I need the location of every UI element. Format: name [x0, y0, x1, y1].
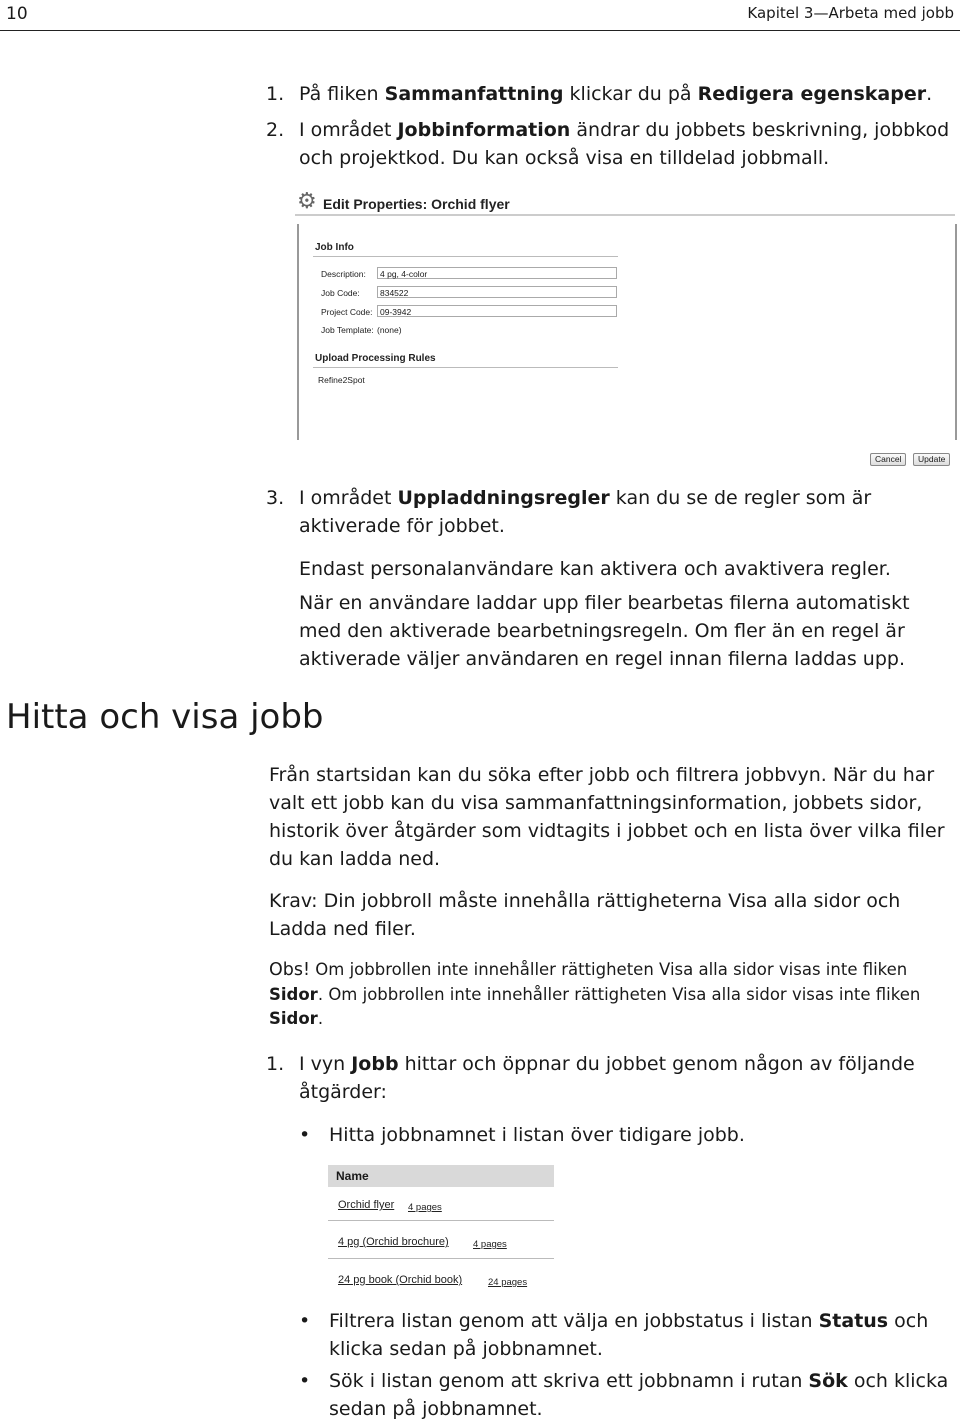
project-code-field[interactable]: 09-3942 [377, 305, 617, 317]
rule-item: Refine2Spot [318, 375, 365, 385]
cancel-button[interactable]: Cancel [870, 453, 906, 466]
dialog-title: Edit Properties: Orchid flyer [323, 196, 510, 212]
job-code-field[interactable]: 834522 [377, 286, 617, 298]
title-divider [295, 214, 955, 216]
bullet-find-job: Hitta jobbnamnet i listan över tidigare jobb. [329, 1124, 745, 1146]
job-pages[interactable]: 4 pages [408, 1202, 442, 1213]
job-pages[interactable]: 24 pages [488, 1277, 528, 1288]
bullet-marker: • [299, 1310, 311, 1332]
bullet-filter-status: Filtrera listan genom att välja en jobbstatus i listan Status och klicka sedan på jobbnamnet. [329, 1310, 929, 1360]
bullet-marker: • [299, 1370, 311, 1392]
requirement-paragraph: Krav: Din jobbroll måste innehålla rättigheterna Visa alla sidor och Ladda ned filer. [269, 890, 901, 940]
project-code-label: Project Code: [321, 307, 373, 317]
job-row[interactable] [328, 1259, 554, 1291]
step-b1: 1. I vyn Jobb hittar och öppnar du jobbet genom någon av följande åtgärder: [266, 1053, 915, 1103]
job-name-link[interactable]: 4 pg (Orchid brochure) [338, 1236, 449, 1248]
divider [313, 256, 618, 257]
step-3: 3. I området Uppladdningsregler kan du se de regler som är aktiverade för jobbet. [266, 487, 872, 537]
job-template-label: Job Template: [321, 325, 374, 335]
intro-paragraph: Från startsidan kan du söka efter jobb och filtrera jobbvyn. När du har valt ett jobb kan du visa sammanfattningsinformation, jobbets sidor, historik över åtgärder som vidtagits i jobbet och en lista över vilka filer du kan ladda ned. [269, 764, 945, 870]
page-number: 10 [6, 4, 28, 24]
name-column-header[interactable]: Name [328, 1165, 554, 1187]
job-row[interactable] [328, 1187, 554, 1221]
job-name-link[interactable]: Orchid flyer [338, 1199, 395, 1211]
obs-note: Obs! Om jobbrollen inte innehåller rättigheten Visa alla sidor visas inte fliken Sidor. Om jobbrollen inte innehåller rättigheten Visa alla sidor visas inte fliken Sidor. [269, 960, 921, 1028]
section-title: Hitta och visa jobb [6, 697, 324, 737]
note-processing: När en användare laddar upp filer bearbetas filerna automatiskt med den aktiverade bearbetningsregeln. Om fler än en regel är aktiverade väljer användaren en regel innan filerna laddas upp. [299, 592, 910, 670]
description-field[interactable]: 4 pg, 4-color [377, 267, 617, 279]
job-list-screenshot [328, 1165, 554, 1291]
job-code-label: Job Code: [321, 288, 360, 298]
bullet-marker: • [299, 1124, 311, 1146]
step-2: 2. I området Jobbinformation ändrar du jobbets beskrivning, jobbkod och projektkod. Du kan också visa en tilldelad jobbmall. [266, 119, 950, 169]
edit-properties-screenshot [295, 186, 957, 474]
job-name-link[interactable]: 24 pg book (Orchid book) [338, 1274, 463, 1286]
gear-icon: ⚙ [297, 188, 317, 213]
bullet-search: Sök i listan genom att skriva ett jobbnamn i rutan Sök och klicka sedan på jobbnamnet. [329, 1370, 949, 1420]
upload-rules-heading: Upload Processing Rules [315, 353, 436, 364]
update-button[interactable]: Update [913, 453, 950, 466]
job-info-heading: Job Info [315, 242, 354, 253]
job-row[interactable] [328, 1221, 554, 1259]
step-list-a [266, 80, 956, 172]
job-pages[interactable]: 4 pages [473, 1239, 507, 1250]
chapter-title: Kapitel 3—Arbeta med jobb [747, 4, 954, 22]
note-staff-only: Endast personalanvändare kan aktivera och avaktivera regler. [299, 558, 891, 580]
job-template-value: (none) [377, 325, 402, 335]
divider [313, 367, 618, 368]
description-label: Description: [321, 269, 366, 279]
step-1: 1. På fliken Sammanfattning klickar du på Redigera egenskaper. [266, 83, 933, 105]
page-header [0, 0, 960, 31]
